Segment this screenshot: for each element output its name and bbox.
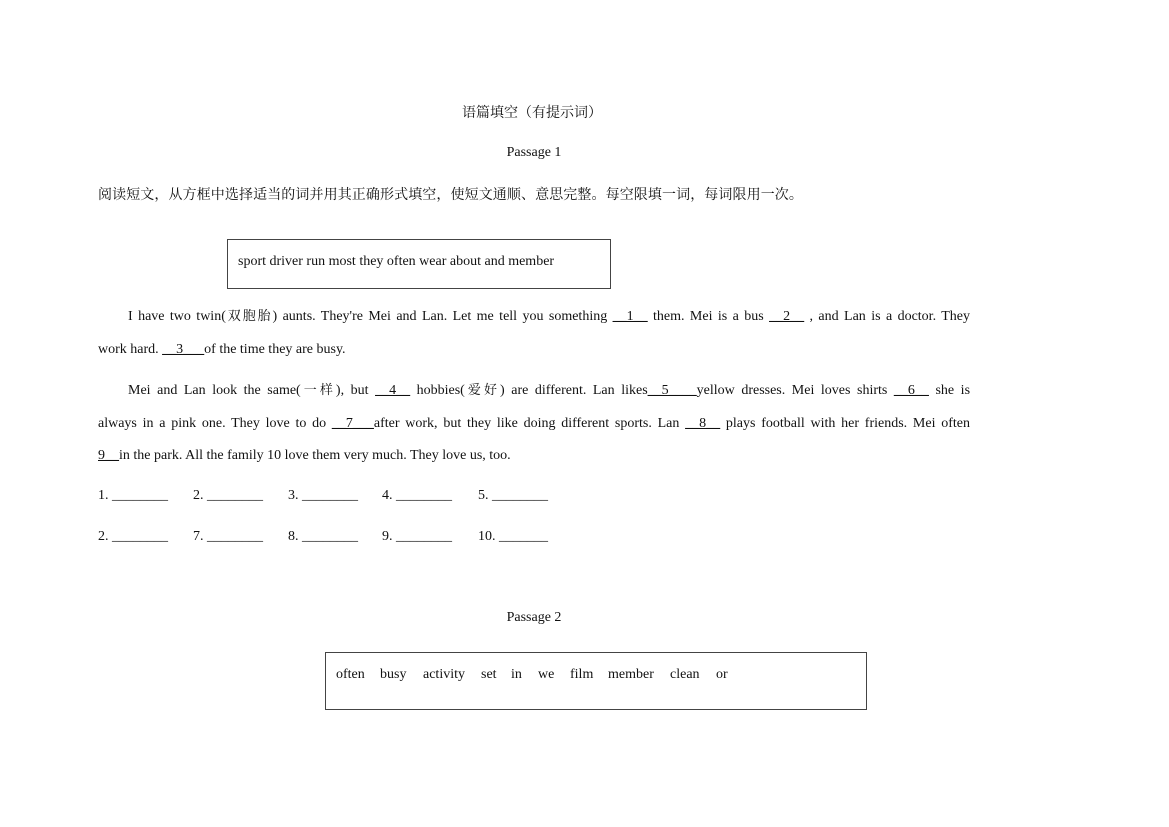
answer-slot-8[interactable]: 8. ________	[288, 529, 358, 544]
word-item: often	[336, 667, 365, 682]
text-run: ) aunts. They're Mei and Lan. Let me tell you something	[272, 309, 613, 324]
text-run: 双胞胎	[225, 309, 273, 324]
answer-slot-10[interactable]: 10. _______	[478, 529, 548, 544]
text-run: them. Mei is a bus	[647, 309, 770, 324]
word-item: busy	[380, 667, 407, 682]
paragraph-line	[98, 375, 970, 408]
blank-3: __3___	[162, 341, 205, 357]
word-box-passage2	[325, 652, 867, 710]
text-run: work hard.	[98, 341, 163, 357]
passage2-heading: Passage 2	[506, 610, 562, 625]
answer-slot-6[interactable]: 2. ________	[98, 529, 168, 544]
passage1-heading: Passage 1	[506, 145, 562, 160]
text-run: ), but	[335, 383, 376, 398]
text-run: in the park. All the family 10 love them very much. They love us, too.	[119, 448, 511, 463]
answer-slot-4[interactable]: 4. ________	[382, 488, 452, 503]
answer-slot-3[interactable]: 3. ________	[288, 488, 358, 503]
text-run: she is	[928, 383, 971, 398]
text-run: I have two twin(	[128, 309, 226, 324]
answer-slot-5[interactable]: 5. ________	[478, 488, 548, 503]
paragraph-line	[98, 301, 970, 334]
word-box-text: sport driver run most they often wear about and member	[238, 254, 555, 269]
text-run: Mei and Lan look the same(	[128, 383, 301, 398]
text-run: always in a pink one. They love to do	[98, 415, 332, 431]
text-run: 一样	[300, 383, 336, 398]
page-title: 语篇填空（有提示词）	[462, 105, 602, 121]
paragraph-line	[98, 408, 970, 441]
word-item: clean	[670, 667, 700, 682]
answer-slot-9[interactable]: 9. ________	[382, 529, 452, 544]
answer-slot-2[interactable]: 2. ________	[193, 488, 263, 503]
text-run: hobbies(	[410, 383, 465, 398]
text-run: , and Lan is a doctor. They	[804, 309, 970, 324]
paragraph-line	[98, 440, 970, 473]
blank-1: __1__	[612, 309, 648, 324]
text-run: after work, but they like doing different sports. Lan	[373, 415, 686, 431]
blank-4: __4__	[375, 383, 411, 398]
word-item: film	[570, 667, 594, 682]
blank-8: __8__	[685, 415, 721, 431]
instruction-text: 阅读短文，从方框中选择适当的词并用其正确形式填空，使短文通顺、意思完整。每空限填一词，每词限用一次。	[98, 187, 803, 203]
word-item: member	[608, 667, 654, 682]
word-item: in	[511, 667, 522, 682]
passage1-paragraph1	[98, 301, 970, 366]
blank-6: __6__	[893, 383, 929, 398]
word-item: activity	[423, 667, 465, 682]
text-run: ) are different. Lan likes	[500, 383, 648, 398]
text-run: 爱好	[464, 383, 501, 398]
word-item: or	[716, 667, 728, 682]
word-box-passage1	[227, 239, 611, 289]
word-item: set	[481, 667, 497, 682]
paragraph-line	[98, 334, 970, 367]
blank-5: __5____	[647, 383, 697, 398]
text-run: yellow dresses. Mei loves shirts	[696, 383, 894, 398]
text-run: of the time they are busy.	[204, 341, 346, 357]
answer-slot-1[interactable]: 1. ________	[98, 488, 168, 503]
word-item: we	[538, 667, 555, 682]
passage1-paragraph2	[98, 375, 970, 473]
answer-slot-7[interactable]: 7. ________	[193, 529, 263, 544]
blank-7: __7___	[331, 415, 374, 431]
blank-2: __2__	[769, 309, 805, 324]
text-run: plays football with her friends. Mei often	[720, 415, 970, 431]
blank-9: 9__	[98, 448, 119, 463]
